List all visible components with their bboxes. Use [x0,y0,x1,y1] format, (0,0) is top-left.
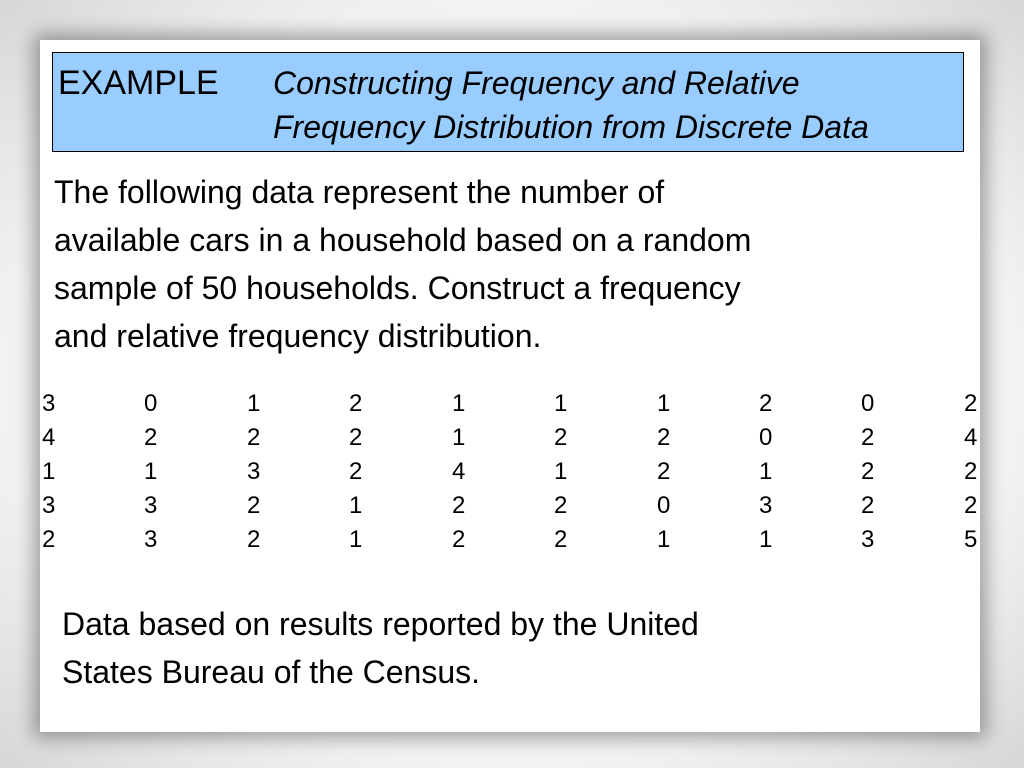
data-cell: 1 [657,526,671,553]
data-cell: 0 [759,424,773,451]
data-cell: 3 [42,390,56,417]
data-cell: 2 [452,526,466,553]
example-label: EXAMPLE [58,64,219,102]
data-cell: 1 [349,492,363,519]
data-cell: 5 [964,526,978,553]
data-cell: 1 [144,458,158,485]
problem-statement [54,168,954,360]
data-cell: 3 [144,526,158,553]
example-title [273,61,869,149]
data-row [42,387,982,421]
data-grid [42,387,982,557]
data-cell: 1 [759,458,773,485]
data-cell: 2 [964,390,978,417]
data-cell: 2 [554,492,568,519]
data-cell: 1 [759,526,773,553]
source-note [62,600,942,696]
data-cell: 1 [349,526,363,553]
data-cell: 2 [247,492,261,519]
data-row [42,489,982,523]
problem-statement-line-3: sample of 50 households. Construct a frequency [54,270,741,306]
data-cell: 2 [861,424,875,451]
data-cell: 0 [144,390,158,417]
data-row [42,455,982,489]
data-cell: 2 [554,526,568,553]
data-cell: 3 [144,492,158,519]
problem-statement-line-2: available cars in a household based on a random [54,222,752,258]
problem-statement-line-1: The following data represent the number of [54,174,665,210]
data-cell: 3 [42,492,56,519]
data-cell: 2 [861,458,875,485]
data-cell: 1 [452,424,466,451]
data-cell: 2 [144,424,158,451]
data-cell: 2 [349,390,363,417]
data-row [42,523,982,557]
data-cell: 2 [554,424,568,451]
example-header-box [52,52,964,152]
data-cell: 3 [861,526,875,553]
data-cell: 2 [964,492,978,519]
example-title-line-2: Frequency Distribution from Discrete Data [273,109,869,145]
source-note-line-1: Data based on results reported by the United [62,606,699,642]
data-cell: 3 [759,492,773,519]
data-row [42,421,982,455]
data-cell: 1 [452,390,466,417]
data-cell: 2 [349,424,363,451]
data-cell: 1 [42,458,56,485]
data-cell: 1 [554,390,568,417]
example-title-line-1: Constructing Frequency and Relative [273,65,800,101]
data-cell: 1 [554,458,568,485]
data-cell: 2 [247,526,261,553]
data-cell: 2 [657,458,671,485]
data-cell: 2 [657,424,671,451]
data-cell: 2 [349,458,363,485]
data-cell: 2 [759,390,773,417]
data-cell: 4 [42,424,56,451]
data-cell: 0 [657,492,671,519]
problem-statement-line-4: and relative frequency distribution. [54,318,542,354]
data-cell: 2 [452,492,466,519]
data-cell: 2 [964,458,978,485]
data-cell: 1 [657,390,671,417]
data-cell: 4 [452,458,466,485]
data-cell: 4 [964,424,978,451]
data-cell: 2 [861,492,875,519]
data-cell: 3 [247,458,261,485]
data-cell: 1 [247,390,261,417]
data-cell: 2 [247,424,261,451]
source-note-line-2: States Bureau of the Census. [62,654,481,690]
data-cell: 0 [861,390,875,417]
slide [40,40,980,732]
data-cell: 2 [42,526,56,553]
